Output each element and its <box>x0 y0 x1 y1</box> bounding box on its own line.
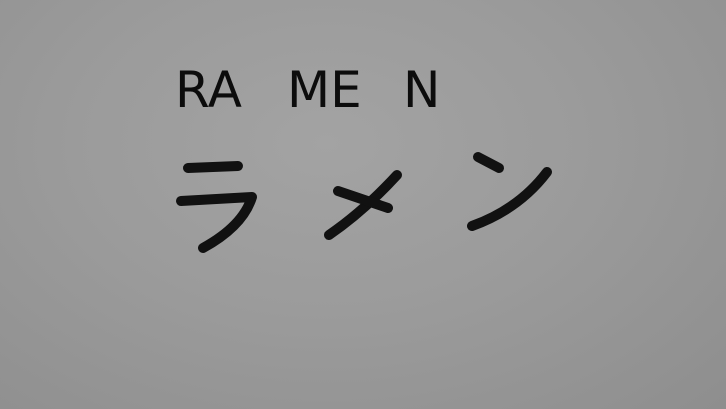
romaji-ra: RA <box>175 61 242 119</box>
katakana-me <box>329 175 397 235</box>
katakana-n <box>472 157 547 226</box>
katakana-ra <box>181 166 252 248</box>
romaji-n: N <box>403 61 441 119</box>
romaji-me: ME <box>287 61 362 119</box>
